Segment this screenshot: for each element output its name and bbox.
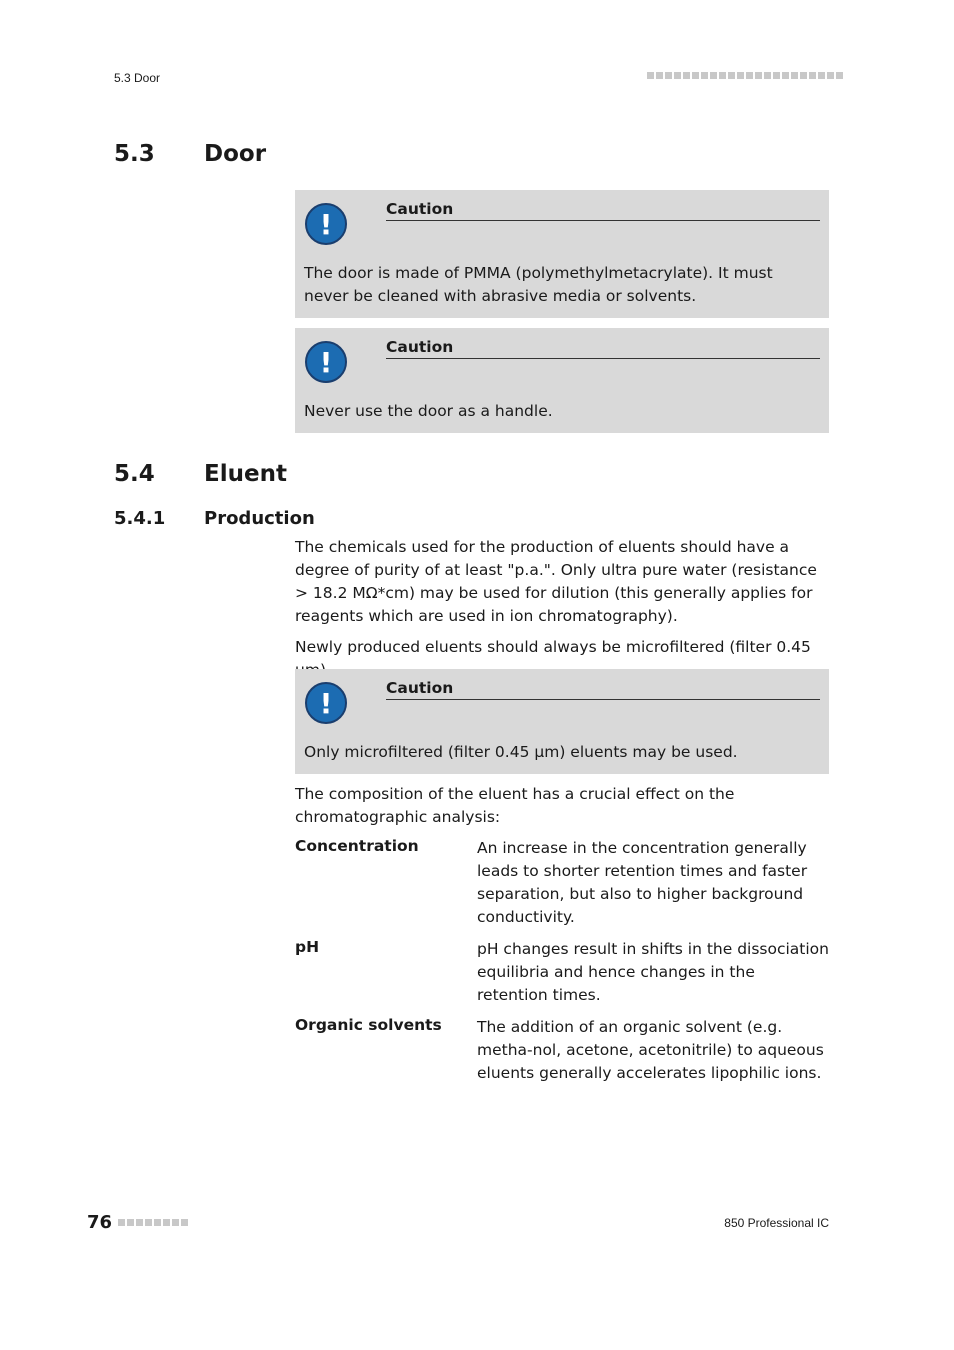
section-number: 5.4 [114,461,155,487]
definition-description: The addition of an organic solvent (e.g. metha-nol, acetone, acetonitrile) to aqueous eluents generally accelerates lipophilic ions. [477,1018,824,1082]
running-header: 5.3 Door [114,71,161,85]
page-number: 76 [87,1212,113,1233]
definition-description: An increase in the concentration generally leads to shorter retention times and faster separation, but also to higher background conductivity. [477,839,808,926]
caution-text: The door is made of PMMA (polymethylmetacrylate). It must never be cleaned with abrasive media or solvents. [304,264,773,305]
section-heading-5-3 [114,141,514,171]
subsection-number: 5.4.1 [114,508,166,529]
caution-title: Caution [386,200,820,221]
definition-row [295,837,829,929]
section-heading-5-4 [114,461,514,491]
caution-box-door-material [295,190,829,318]
exclamation-icon: ! [305,203,347,245]
subsection-title: Production [204,508,315,529]
caution-title: Caution [386,679,820,700]
caution-title: Caution [386,338,820,359]
exclamation-icon: ! [305,341,347,383]
footer-page [87,1212,188,1233]
header-decoration [647,72,843,79]
caution-text: Never use the door as a handle. [304,402,553,420]
definition-description: pH changes result in shifts in the dissociation equilibria and hence changes in the retention times. [477,940,829,1004]
definition-term: pH [295,938,320,956]
footer-decoration [118,1219,188,1226]
section-number: 5.3 [114,141,155,167]
paragraph-composition: The composition of the eluent has a crucial effect on the chromatographic analysis: [295,785,735,826]
paragraph-microfilter: Newly produced eluents should always be microfiltered (filter 0.45 [295,638,811,656]
definition-row [295,1016,829,1085]
section-title: Door [204,141,267,167]
paragraph-purity: The chemicals used for the production of eluents should have a degree of purity of at least "p.a.". Only ultra pure water (resistance > 18.2 MΩ*cm) may be used for dilution (this generally applies for reagents which are used in ion chromatography). [295,538,817,625]
caution-box-microfiltered [295,669,829,774]
footer-product: 850 Professional IC [724,1216,829,1230]
subsection-heading-5-4-1 [114,508,514,532]
section-title: Eluent [204,461,287,487]
caution-text: Only microfiltered (filter 0.45 µm) eluents may be used. [304,743,738,761]
definition-list [295,837,829,1085]
caution-box-door-handle [295,328,829,433]
definition-row [295,938,829,1007]
definition-term: Concentration [295,837,419,855]
definition-term: Organic solvents [295,1016,442,1034]
exclamation-icon: ! [305,682,347,724]
